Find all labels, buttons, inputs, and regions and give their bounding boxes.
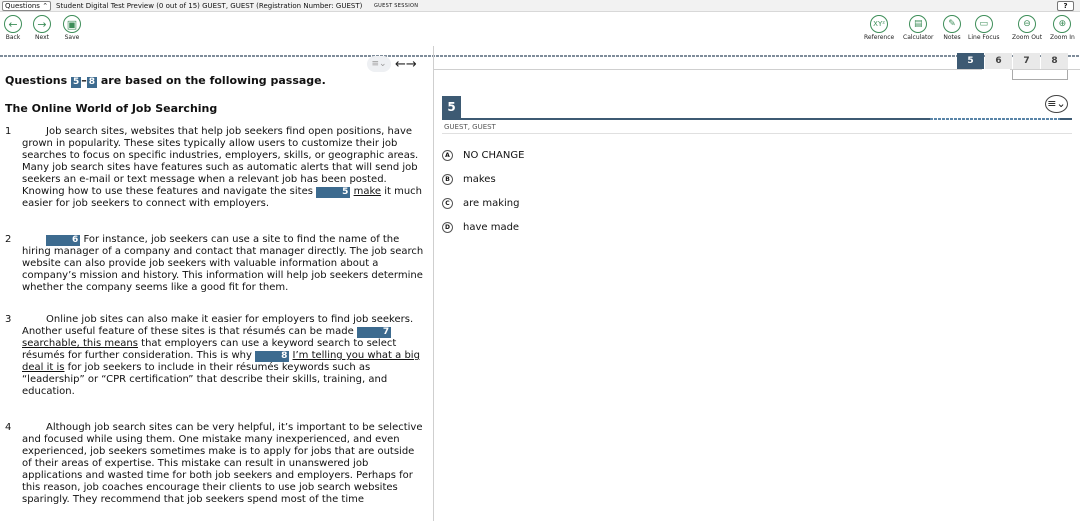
help-button[interactable]: ? xyxy=(1057,1,1074,11)
option-text-b: makes xyxy=(463,173,496,185)
paragraph-text-a: Job search sites, websites that help job seekers find open positions, have grown in popularity. These sites typically allow users to customize their job searches to focus on specific industries, employers, skills, or geographic areas. Many job search sites have features such as automatic alerts that will send job seekers an e-mail or text message when a relevant job has been posted. Knowing how to use these features and navigate the sites xyxy=(22,126,419,197)
paragraph-3 xyxy=(5,314,425,398)
paragraph-text xyxy=(5,234,425,294)
reference-label: Reference xyxy=(864,34,895,41)
zoom-out-label: Zoom Out xyxy=(1012,34,1043,41)
paragraph-2 xyxy=(5,234,425,294)
expand-arrows-icon[interactable]: ←→ xyxy=(395,56,417,72)
question-options-icon[interactable]: ≡⌄ xyxy=(1045,95,1068,113)
paragraph-4 xyxy=(5,422,425,506)
zoom-in-icon: ⊕ xyxy=(1053,15,1071,33)
reference-button[interactable] xyxy=(864,15,894,41)
next-label: Next xyxy=(35,34,49,41)
toolbar xyxy=(0,12,1080,45)
paragraph-number: 2 xyxy=(5,234,12,245)
zoom-out-button[interactable] xyxy=(1012,15,1042,41)
question-marker-5[interactable]: 5 xyxy=(316,187,350,198)
option-text-a: NO CHANGE xyxy=(463,149,525,161)
passage-title: The Online World of Job Searching xyxy=(5,102,218,115)
tab-question-6[interactable]: 6 xyxy=(985,53,1012,70)
underlined-text-7[interactable]: searchable, this means xyxy=(22,338,138,349)
reference-icon xyxy=(870,15,888,33)
question-marker-7[interactable]: 7 xyxy=(357,327,391,338)
tab-bracket xyxy=(1012,70,1068,80)
paragraph-text-a: Online job sites can also make it easier for employers to find job seekers. Another useful feature of these sites is that résumés can be made xyxy=(22,314,414,337)
underlined-text-8[interactable]: I’m telling you what a big deal it is xyxy=(22,350,420,373)
paragraph-text-b: it much easier for job seekers to connect with employers. xyxy=(22,186,423,209)
notes-icon: ✎ xyxy=(943,15,961,33)
zoom-in-button[interactable] xyxy=(1050,15,1075,41)
answer-option-a[interactable] xyxy=(442,147,524,163)
heading-dash: – xyxy=(81,74,87,87)
calculator-icon: ▤ xyxy=(909,15,927,33)
questions-select[interactable]: Questions ⌃ xyxy=(2,1,51,11)
paragraph-text-a: For instance, job seekers can use a site to find the name of the hiring manager of a company and contact that manager directly. The job search website can also provide job seekers with valuable information about a company’s mission and history. This information will help job seekers determine whether the company seems like a good fit for them. xyxy=(22,234,424,293)
heading-q-badge-8: 8 xyxy=(88,77,96,87)
answer-option-c[interactable] xyxy=(442,195,519,211)
arrow-right-icon: → xyxy=(33,15,51,33)
zoom-in-label: Zoom In xyxy=(1050,34,1075,41)
tab-question-7[interactable]: 7 xyxy=(1013,53,1040,70)
student-name: GUEST, GUEST xyxy=(444,123,496,131)
passage-panel xyxy=(0,46,433,521)
option-bubble-c[interactable]: C xyxy=(442,198,453,209)
paragraph-1 xyxy=(5,126,425,210)
underlined-text-5[interactable]: make xyxy=(353,186,382,197)
option-text-c: are making xyxy=(463,197,520,209)
back-button[interactable] xyxy=(4,15,22,41)
save-button[interactable] xyxy=(63,15,81,41)
question-panel xyxy=(434,46,1080,521)
question-marker-8[interactable]: 8 xyxy=(255,351,289,362)
passage-menu-icon[interactable]: ≡⌄ xyxy=(367,56,391,72)
paragraph-number: 4 xyxy=(5,422,12,433)
answer-option-b[interactable] xyxy=(442,171,496,187)
save-icon: ▣ xyxy=(63,15,81,33)
paragraph-text-b: that employers can use a keyword search to select résumés for further consideration. This is why xyxy=(22,338,397,361)
heading-text-2: are based on the following passage. xyxy=(97,74,326,87)
back-label: Back xyxy=(5,34,21,41)
questions-select-label: Questions xyxy=(5,2,40,10)
paragraph-text: Although job search sites can be very helpful, it’s important to be selective and focused while using them. One mistake many inexperienced, and even experienced, job seekers sometimes make is to apply for jobs that are outside of their areas of expertise. This mistake can result in unanswered job applications and wasted time for both job seekers and employers. Perhaps for this reason, job coaches encourage their clients to use job search websites sparingly. They recommend that job seekers spend most of the time xyxy=(22,422,423,505)
paragraph-number: 1 xyxy=(5,126,12,137)
passage-heading xyxy=(5,74,326,88)
zoom-out-icon: ⊖ xyxy=(1018,15,1036,33)
notes-button[interactable] xyxy=(943,15,961,41)
question-progress-dots xyxy=(930,118,1060,120)
calculator-button[interactable] xyxy=(903,15,933,41)
paragraph-text xyxy=(5,126,425,210)
calculator-label: Calculator xyxy=(903,34,934,41)
question-number-badge: 5 xyxy=(442,96,461,118)
option-bubble-b[interactable]: B xyxy=(442,174,453,185)
answer-separator xyxy=(442,133,1072,134)
option-bubble-d[interactable]: D xyxy=(442,222,453,233)
next-button[interactable] xyxy=(33,15,51,41)
tab-question-8[interactable]: 8 xyxy=(1041,53,1068,70)
tab-active-gap xyxy=(982,69,1010,71)
option-text-d: have made xyxy=(463,221,520,233)
answer-option-d[interactable] xyxy=(442,219,519,235)
line-focus-button[interactable] xyxy=(968,15,1000,41)
line-focus-icon: ▭ xyxy=(975,15,993,33)
heading-text-1: Questions xyxy=(5,74,71,87)
paragraph-number: 3 xyxy=(5,314,12,325)
paragraph-text xyxy=(5,314,425,398)
passage-tools xyxy=(367,56,417,72)
reference-glyph: XY² xyxy=(873,19,886,28)
save-label: Save xyxy=(64,34,80,41)
paragraph-text-c: for job seekers to include in their résumés keywords such as “leadership” or “CPR certification” that describe their skills, training, and education. xyxy=(22,362,388,397)
notes-label: Notes xyxy=(943,34,961,41)
question-marker-6[interactable]: 6 xyxy=(46,235,80,246)
top-bar xyxy=(0,0,1080,12)
line-focus-label: Line Focus xyxy=(968,34,1000,41)
tab-question-5[interactable]: 5 xyxy=(957,53,984,70)
test-title: Student Digital Test Preview (0 out of 15) GUEST, GUEST (Registration Number: GUEST) xyxy=(56,2,363,10)
session-label: GUEST SESSION xyxy=(374,3,419,9)
option-bubble-a[interactable]: A xyxy=(442,150,453,161)
arrow-left-icon: ← xyxy=(4,15,22,33)
question-tabs xyxy=(956,53,1068,70)
heading-q-badge-5: 5 xyxy=(72,77,80,87)
